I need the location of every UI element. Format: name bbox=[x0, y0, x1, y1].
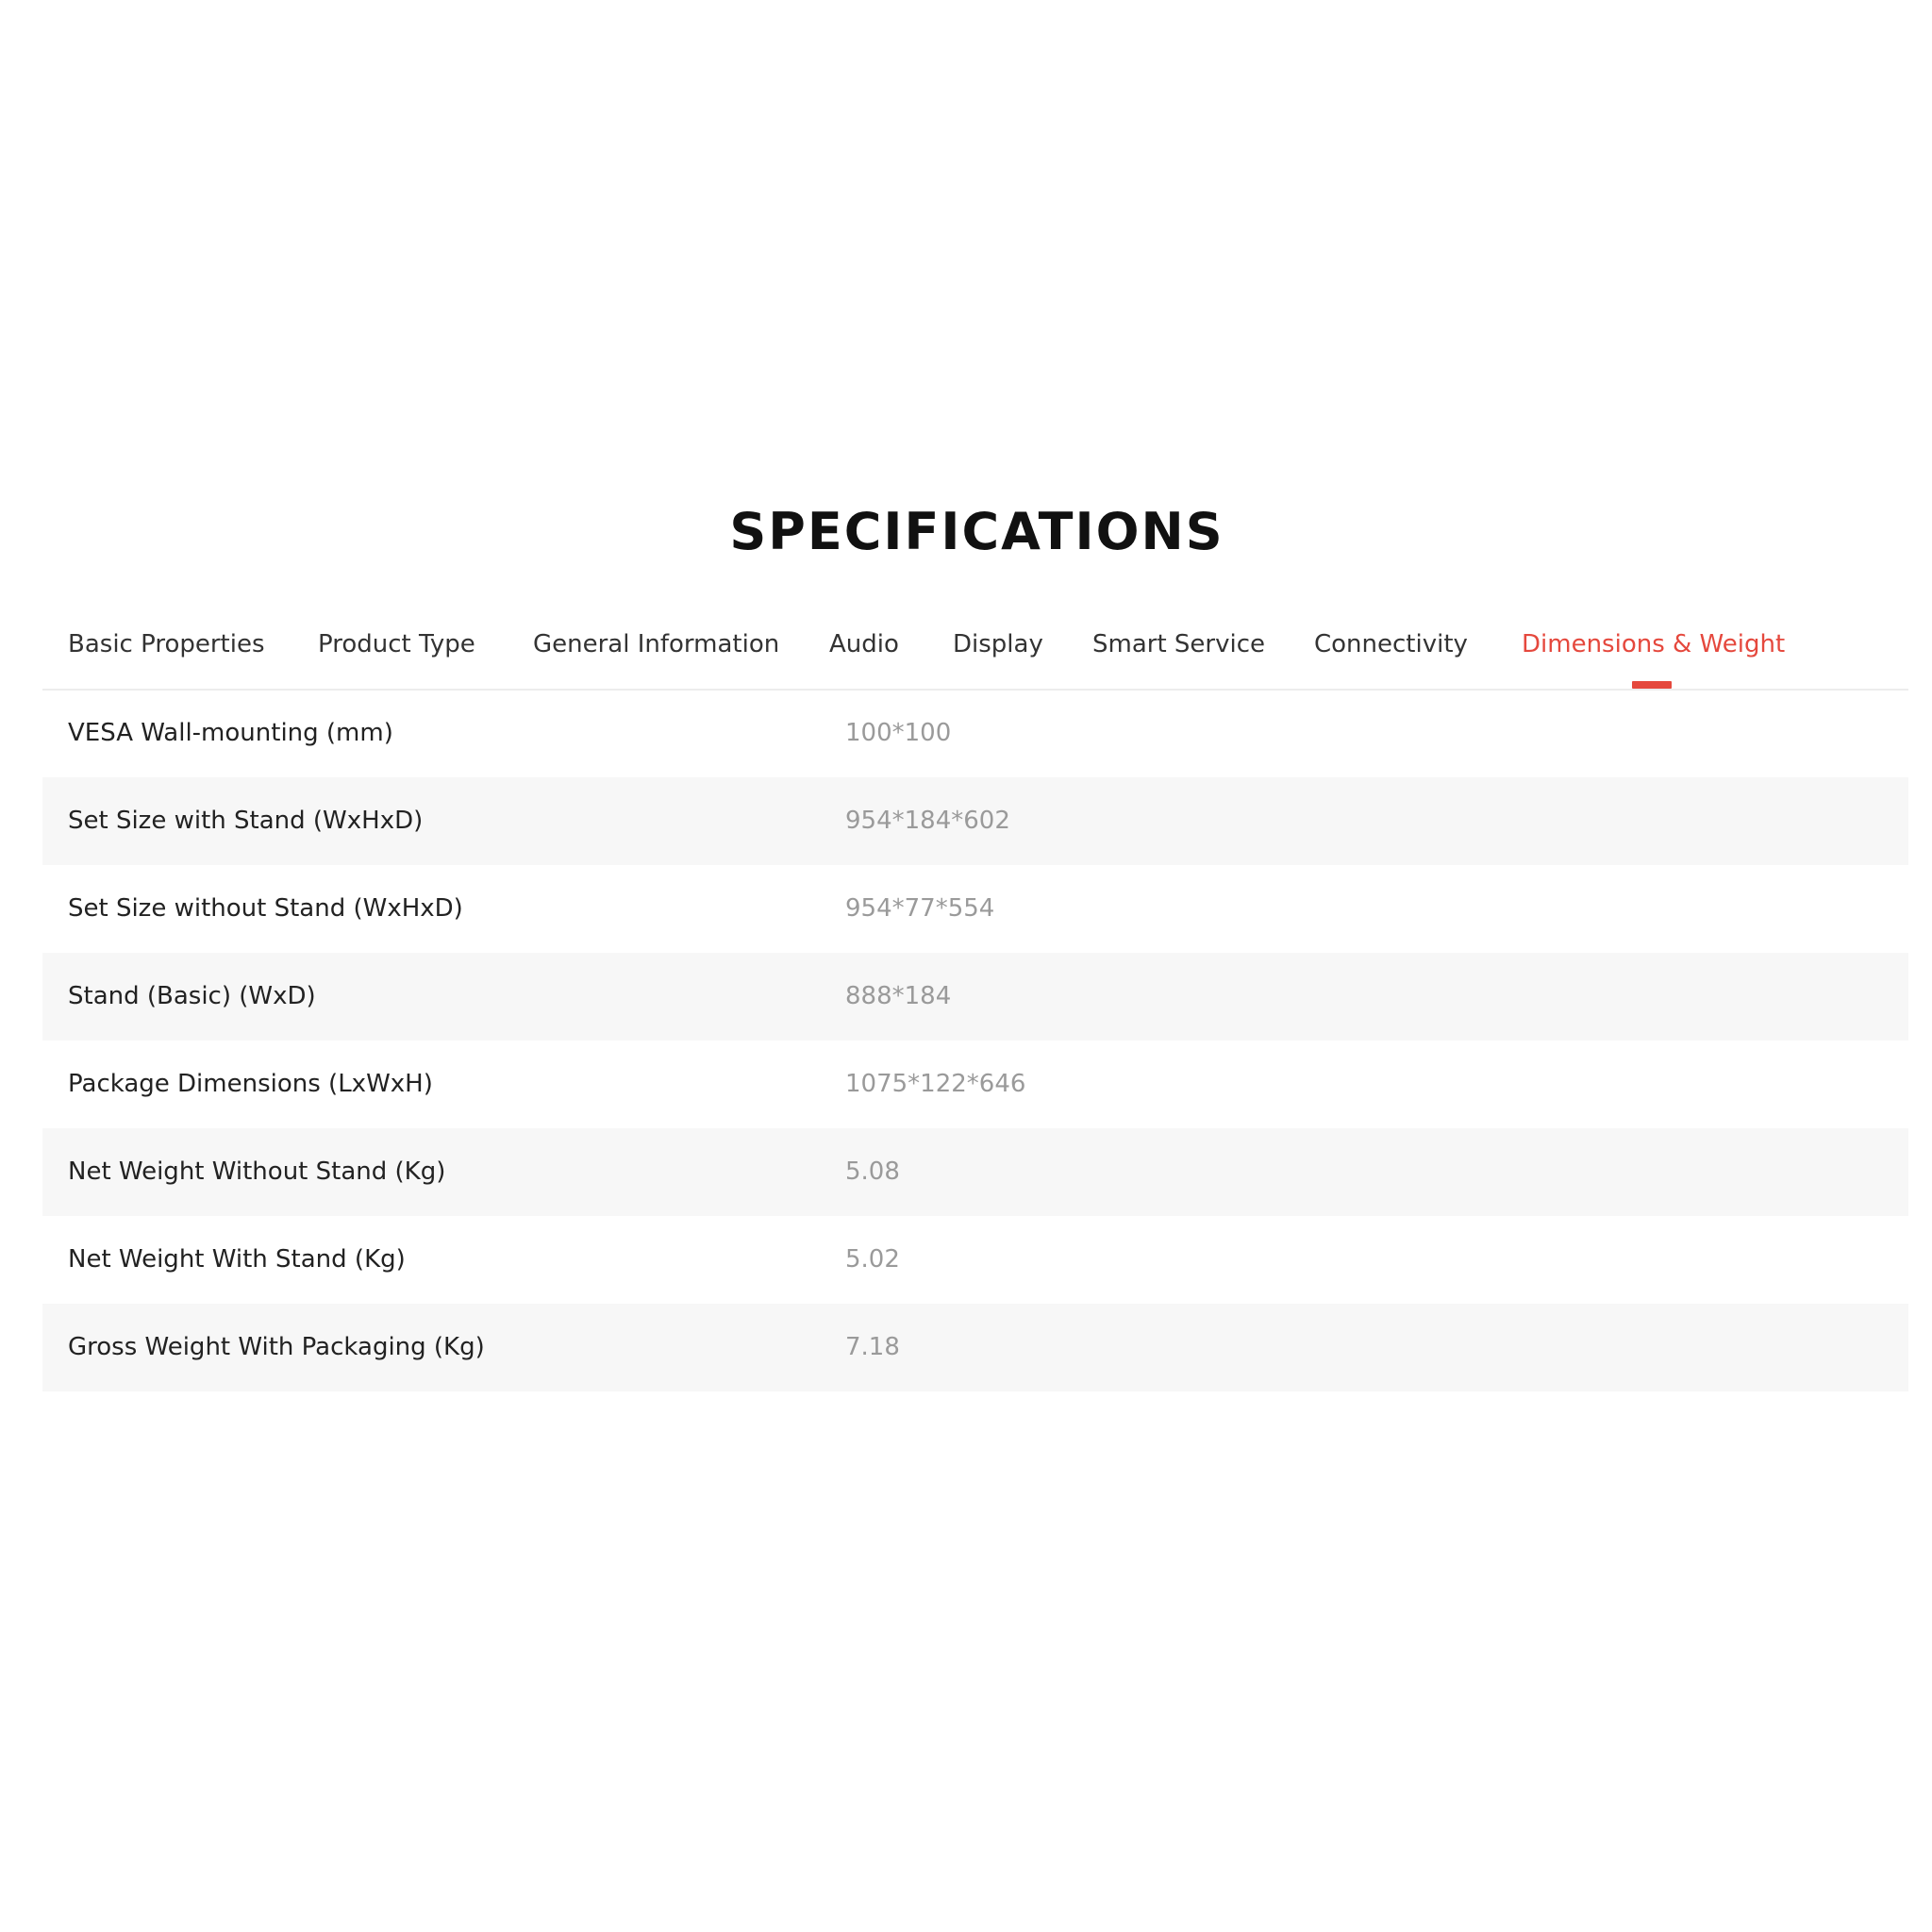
spec-label: VESA Wall-mounting (mm) bbox=[68, 719, 393, 747]
tab-audio[interactable]: Audio bbox=[829, 630, 899, 658]
tab-display[interactable]: Display bbox=[953, 630, 1043, 658]
table-row bbox=[42, 953, 1908, 1041]
table-row bbox=[42, 1216, 1908, 1304]
table-row bbox=[42, 1041, 1908, 1128]
spec-label: Gross Weight With Packaging (Kg) bbox=[68, 1333, 485, 1361]
spec-value: 954*184*602 bbox=[845, 807, 1010, 835]
spec-value: 1075*122*646 bbox=[845, 1070, 1026, 1098]
spec-label: Package Dimensions (LxWxH) bbox=[68, 1070, 433, 1098]
spec-value: 5.02 bbox=[845, 1245, 900, 1274]
tab-product-type[interactable]: Product Type bbox=[318, 630, 475, 658]
table-row bbox=[42, 1128, 1908, 1216]
spec-value: 100*100 bbox=[845, 719, 952, 747]
tab-smart-service[interactable]: Smart Service bbox=[1092, 630, 1266, 658]
spec-label: Net Weight Without Stand (Kg) bbox=[68, 1158, 446, 1186]
active-tab-indicator bbox=[1632, 681, 1672, 689]
tab-basic-properties[interactable]: Basic Properties bbox=[68, 630, 265, 658]
table-row bbox=[42, 865, 1908, 953]
tab-general-information[interactable]: General Information bbox=[533, 630, 780, 658]
table-row bbox=[42, 777, 1908, 865]
spec-label: Net Weight With Stand (Kg) bbox=[68, 1245, 406, 1274]
page-title: SPECIFICATIONS bbox=[729, 502, 1224, 561]
table-row bbox=[42, 690, 1908, 777]
spec-label: Set Size without Stand (WxHxD) bbox=[68, 894, 463, 923]
spec-tabs bbox=[42, 604, 1908, 691]
table-row bbox=[42, 1304, 1908, 1391]
spec-label: Stand (Basic) (WxD) bbox=[68, 982, 316, 1010]
spec-value: 954*77*554 bbox=[845, 894, 995, 923]
spec-table bbox=[42, 690, 1908, 1391]
spec-label: Set Size with Stand (WxHxD) bbox=[68, 807, 424, 835]
tab-dimensions-weight[interactable]: Dimensions & Weight bbox=[1522, 630, 1786, 658]
spec-value: 5.08 bbox=[845, 1158, 900, 1186]
spec-value: 888*184 bbox=[845, 982, 952, 1010]
spec-value: 7.18 bbox=[845, 1333, 900, 1361]
tab-connectivity[interactable]: Connectivity bbox=[1314, 630, 1468, 658]
